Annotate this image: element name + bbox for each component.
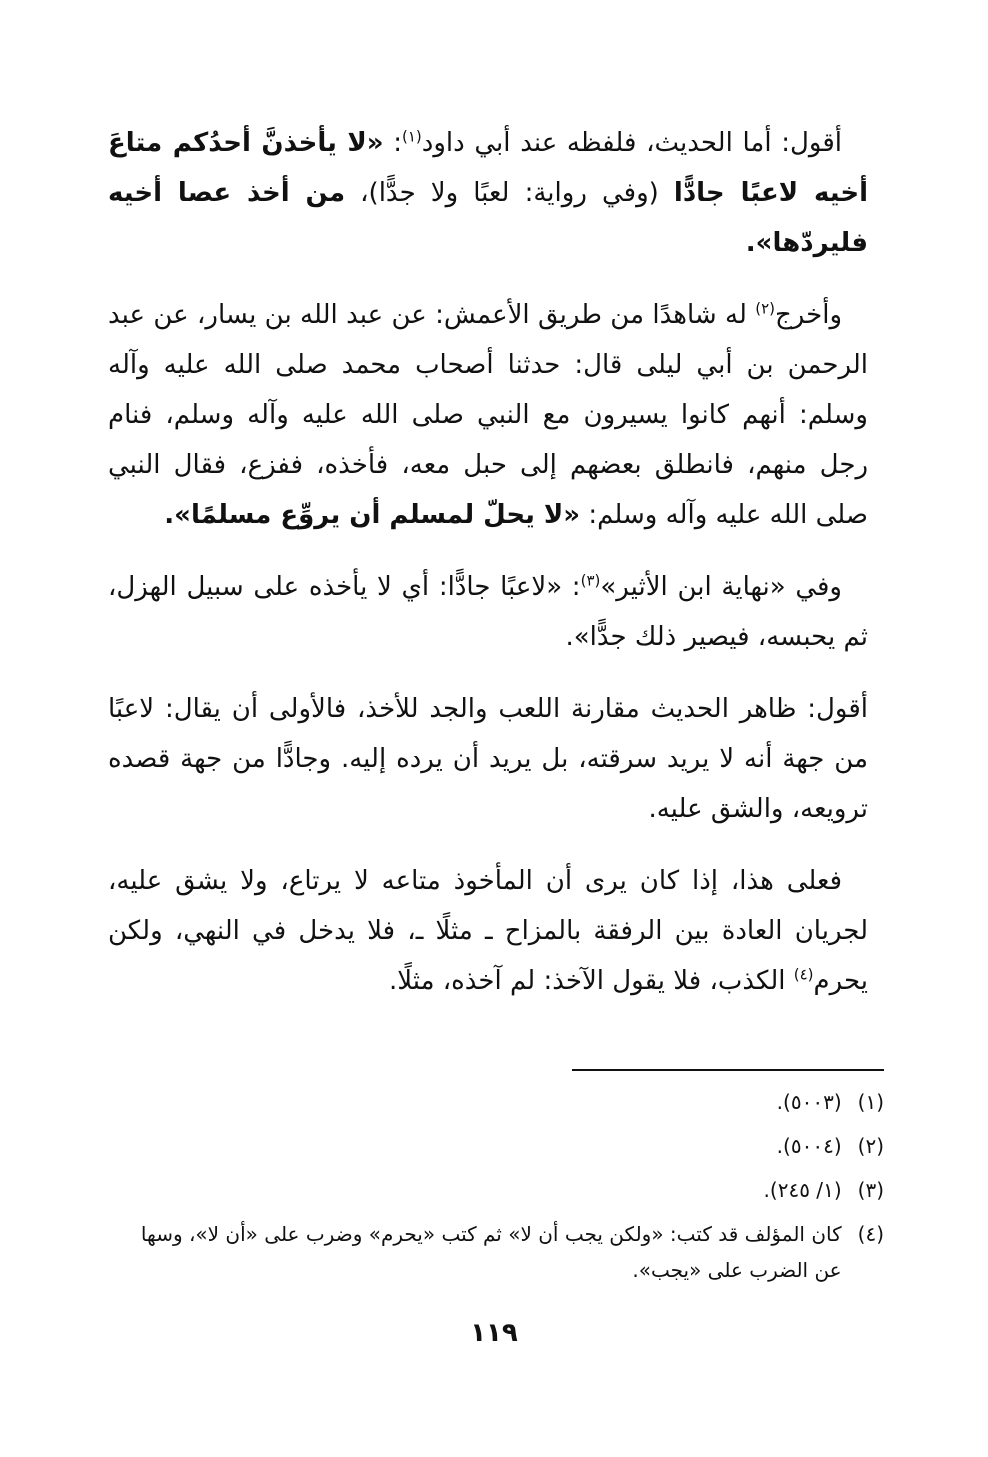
footnote-2 xyxy=(108,1124,884,1168)
main-text xyxy=(108,118,868,1028)
footnote-text: (٥٠٠٣). xyxy=(776,1090,842,1114)
footnote-ref-3: (٣) xyxy=(580,571,601,590)
paragraph-3-lead: وفي «نهاية ابن الأثير» xyxy=(600,572,842,602)
page-number: ١١٩ xyxy=(470,1318,518,1348)
paragraph-3 xyxy=(108,562,868,662)
paragraph-1-variant: (وفي رواية: لعبًا ولا جدًّا)، xyxy=(345,178,674,208)
paragraph-2-text: له شاهدًا من طريق الأعمش: عن عبد الله بن يسار، عن عبد الرحمن بن أبي ليلى قال: حدثنا أصحاب محمد صلى الله عليه وآله وسلم: أنهم كانوا يسيرون مع النبي صلى الله عليه وآله وسلم، فنام رجل منهم، فانطلق بعضهم إلى حبل معه، فأخذه، ففزع، فقال النبي صلى الله عليه وآله وسلم: xyxy=(108,300,868,530)
footnote-number: (١) xyxy=(857,1090,884,1114)
footnote-3 xyxy=(108,1168,884,1212)
footnote-separator xyxy=(572,1069,884,1071)
paragraph-1 xyxy=(108,118,868,268)
paragraph-2 xyxy=(108,290,868,540)
footnote-text: كان المؤلف قد كتب: «ولكن يجب أن لا» ثم كتب «يحرم» وضرب على «أن لا»، وسها عن الضرب على «يجب». xyxy=(140,1222,842,1282)
footnote-ref-1: (١) xyxy=(401,127,422,146)
footnote-number: (٤) xyxy=(857,1222,884,1246)
footnote-number: (٢) xyxy=(857,1134,884,1158)
paragraph-3-text: : «لاعبًا جادًّا: أي لا يأخذه على سبيل الهزل، ثم يحبسه، فيصير ذلك جدًّا». xyxy=(108,572,868,652)
footnote-ref-2: (٢) xyxy=(755,299,776,318)
paragraph-5-text: فعلى هذا، إذا كان يرى أن المأخوذ متاعه لا يرتاع، ولا يشق عليه، لجريان العادة بين الرفقة بالمزاح ـ مثلًا ـ، فلا يدخل في النهي، ولكن يحرم xyxy=(108,866,868,996)
footnotes xyxy=(108,1080,884,1288)
paragraph-4-text: أقول: ظاهر الحديث مقارنة اللعب والجد للأخذ، فالأولى أن يقال: لاعبًا من جهة أنه لا يريد سرقته، بل يريد أن يرده إليه. وجادًّا من جهة قصده ترويعه، والشق عليه. xyxy=(108,694,868,824)
paragraph-4 xyxy=(108,684,868,834)
footnote-ref-4: (٤) xyxy=(793,965,814,984)
footnote-number: (٣) xyxy=(857,1178,884,1202)
paragraph-5-end: الكذب، فلا يقول الآخذ: لم آخذه، مثلًا. xyxy=(388,966,794,996)
paragraph-2-lead: وأخرج xyxy=(775,300,842,330)
footnote-text: (١/ ٢٤٥). xyxy=(763,1178,842,1202)
hadith-quote-2: «لا يحلّ لمسلم أن يروِّع مسلمًا». xyxy=(164,500,581,530)
paragraph-1-colon: : xyxy=(383,128,402,158)
footnote-1 xyxy=(108,1080,884,1124)
footnote-text: (٥٠٠٤). xyxy=(776,1134,842,1158)
paragraph-1-text: أقول: أما الحديث، فلفظه عند أبي داود xyxy=(421,128,842,158)
hadith-quote-1-end: من أخذ عصا أخيه فليردّها». xyxy=(108,178,868,258)
hadith-quote-1: «لا يأخذنَّ أحدُكم متاعَ أخيه لاعبًا جادًّا xyxy=(108,128,868,208)
paragraph-5 xyxy=(108,856,868,1006)
footnote-4 xyxy=(108,1212,884,1288)
